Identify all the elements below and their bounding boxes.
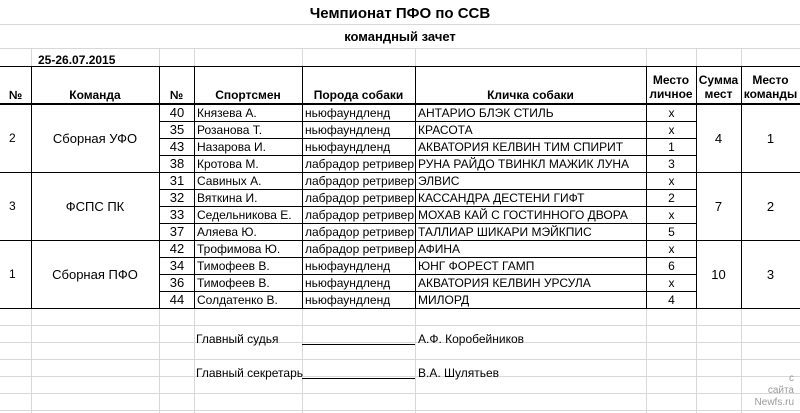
dog-name: АФИНА (415, 240, 647, 258)
gridline (0, 48, 800, 49)
team-place: 2 (766, 198, 775, 214)
dog-breed: ньюфаундленд (302, 291, 416, 309)
personal-place: 5 (646, 223, 697, 241)
header-team: Команда (69, 88, 121, 102)
team-place: 3 (766, 266, 775, 282)
gridline (302, 48, 303, 66)
event-date: 25-26.07.2015 (38, 53, 116, 67)
gridline (159, 48, 160, 66)
gridline (0, 359, 800, 360)
athlete-name: Солдатенко В. (194, 291, 303, 309)
team-sum: 10 (711, 266, 726, 282)
dog-number: 42 (159, 240, 195, 258)
header-personal-place: Место личное (649, 73, 693, 101)
dog-name: РУНА РАЙДО ТВИНКЛ МАЖИК ЛУНА (415, 155, 647, 173)
gridline (696, 308, 697, 413)
gridline (0, 410, 800, 411)
dog-breed: ньюфаундленд (302, 257, 416, 275)
gridline (159, 308, 160, 413)
team-sum: 7 (714, 198, 723, 214)
dog-number: 44 (159, 291, 195, 309)
dog-name: МОХАВ КАЙ С ГОСТИННОГО ДВОРА (415, 206, 647, 224)
gridline (646, 308, 647, 413)
team-place: 1 (766, 130, 775, 146)
dog-name: АКВАТОРИЯ КЕЛВИН ТИМ СПИРИТ (415, 138, 647, 156)
gridline (415, 48, 416, 66)
personal-place: 4 (646, 291, 697, 309)
team-number: 3 (9, 199, 16, 213)
dog-number: 36 (159, 274, 195, 292)
athlete-name: Кротова М. (194, 155, 303, 173)
athlete-name: Тимофеев В. (194, 274, 303, 292)
dog-breed: ньюфаундленд (302, 121, 416, 139)
dog-number: 34 (159, 257, 195, 275)
gridline (646, 48, 647, 66)
athlete-name: Назарова И. (194, 138, 303, 156)
gridline (0, 342, 800, 343)
gridline (0, 24, 800, 25)
dog-name: АКВАТОРИЯ КЕЛВИН УРСУЛА (415, 274, 647, 292)
header-sum: Сумма мест (698, 73, 739, 101)
gridline (741, 308, 742, 413)
dog-breed: ньюфаундленд (302, 274, 416, 292)
dog-number: 31 (159, 172, 195, 190)
dog-number: 38 (159, 155, 195, 173)
athlete-name: Розанова Т. (194, 121, 303, 139)
personal-place: x (646, 274, 697, 292)
site-watermark: с сайта Newfs.ru (754, 373, 794, 408)
dog-number: 35 (159, 121, 195, 139)
dog-name: АНТАРИО БЛЭК СТИЛЬ (415, 104, 647, 122)
dog-name: ЭЛВИС (415, 172, 647, 190)
header-dog-name: Кличка собаки (487, 88, 574, 102)
header-breed: Порода собаки (313, 88, 404, 102)
dog-name: КРАСОТА (415, 121, 647, 139)
personal-place: x (646, 240, 697, 258)
judge-role: Главный судья (196, 332, 279, 346)
gridline (194, 48, 195, 66)
dog-number: 32 (159, 189, 195, 207)
dog-name: МИЛОРД (415, 291, 647, 309)
team-name: Сборная УФО (52, 130, 138, 146)
dog-number: 43 (159, 138, 195, 156)
gridline (415, 308, 416, 413)
team-name: Сборная ПФО (52, 266, 138, 282)
dog-breed: лабрадор ретривер (302, 206, 416, 224)
header-team-place: Место команды (743, 73, 798, 101)
gridline (194, 308, 195, 413)
dog-breed: лабрадор ретривер (302, 189, 416, 207)
personal-place: 1 (646, 138, 697, 156)
secretary-signature-line (302, 378, 415, 379)
page-subtitle: командный зачет (344, 29, 456, 44)
athlete-name: Князева А. (194, 104, 303, 122)
athlete-name: Седельникова Е. (194, 206, 303, 224)
dog-breed: лабрадор ретривер (302, 155, 416, 173)
dog-breed: лабрадор ретривер (302, 223, 416, 241)
header-athlete: Спортсмен (215, 88, 281, 102)
gridline (696, 48, 697, 66)
personal-place: x (646, 121, 697, 139)
dog-name: ЮНГ ФОРЕСТ ГАМП (415, 257, 647, 275)
dog-name: КАССАНДРА ДЕСТЕНИ ГИФТ (415, 189, 647, 207)
team-name: ФСПС ПК (65, 198, 125, 214)
personal-place: 3 (646, 155, 697, 173)
dog-number: 37 (159, 223, 195, 241)
secretary-role: Главный секретарь (196, 366, 303, 380)
dog-number: 40 (159, 104, 195, 122)
personal-place: x (646, 104, 697, 122)
team-sum: 4 (714, 130, 723, 146)
dog-breed: ньюфаундленд (302, 138, 416, 156)
dog-breed: лабрадор ретривер (302, 172, 416, 190)
header-dog-number: № (169, 88, 184, 102)
team-number: 1 (9, 267, 16, 281)
athlete-name: Вяткина И. (194, 189, 303, 207)
athlete-name: Тимофеев В. (194, 257, 303, 275)
gridline (0, 376, 800, 377)
gridline (31, 308, 32, 413)
dog-breed: лабрадор ретривер (302, 240, 416, 258)
gridline (0, 325, 800, 326)
page-title: Чемпионат ПФО по ССВ (309, 5, 491, 22)
gridline (302, 308, 303, 413)
secretary-name: В.А. Шулятьев (418, 366, 500, 380)
dog-name: ТАЛЛИАР ШИКАРИ МЭЙКПИС (415, 223, 647, 241)
athlete-name: Аляева Ю. (194, 223, 303, 241)
athlete-name: Савиных А. (194, 172, 303, 190)
gridline (31, 48, 32, 66)
gridline (0, 393, 800, 394)
team-number: 2 (9, 131, 16, 145)
personal-place: x (646, 172, 697, 190)
athlete-name: Трофимова Ю. (194, 240, 303, 258)
personal-place: 2 (646, 189, 697, 207)
judge-name: А.Ф. Коробейников (418, 332, 525, 346)
personal-place: 6 (646, 257, 697, 275)
personal-place: x (646, 206, 697, 224)
judge-signature-line (302, 344, 415, 345)
gridline (741, 48, 742, 66)
dog-breed: ньюфаундленд (302, 104, 416, 122)
header-num: № (8, 88, 23, 102)
dog-number: 33 (159, 206, 195, 224)
